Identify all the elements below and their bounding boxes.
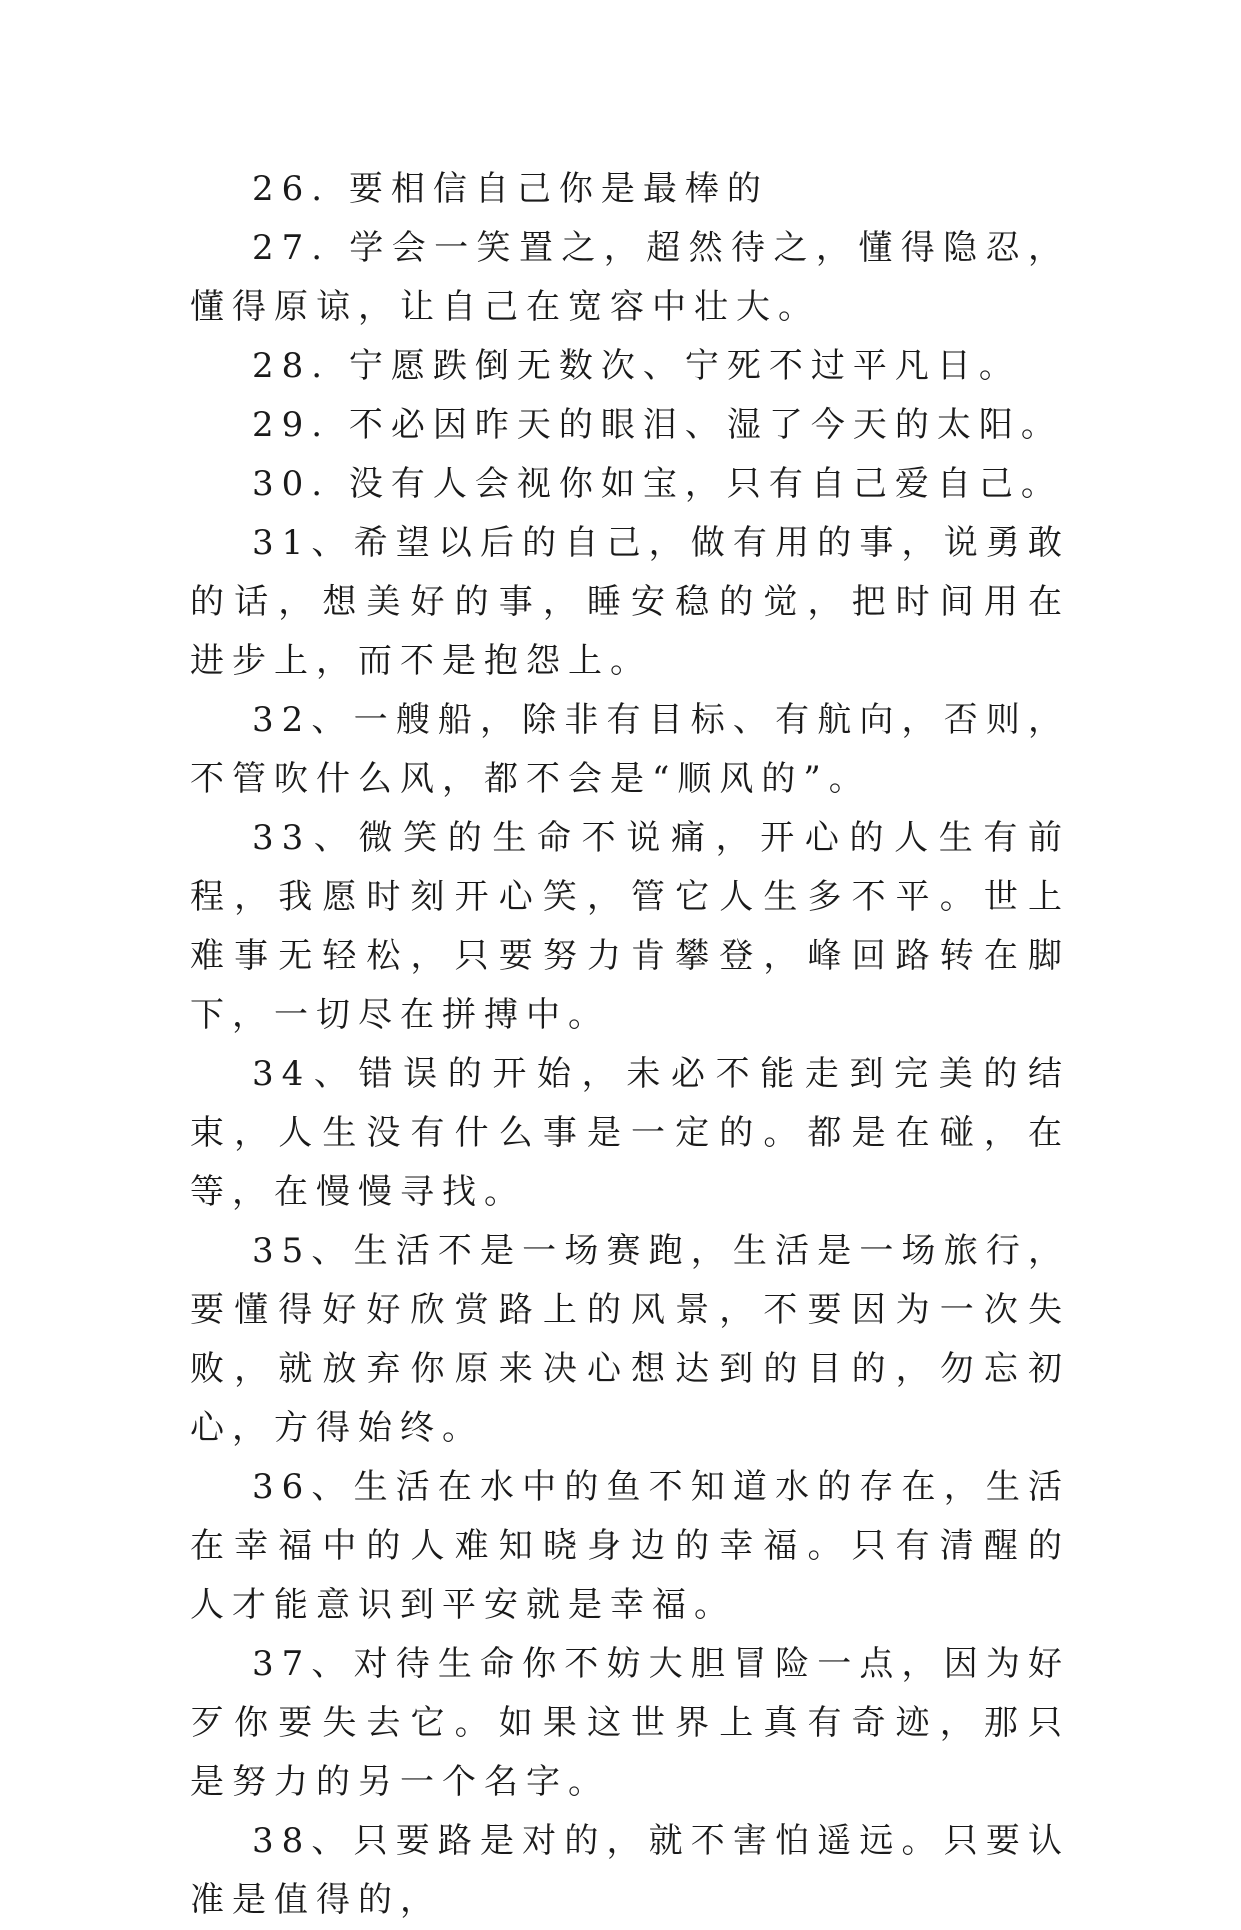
document-body — [190, 160, 1070, 1930]
paragraph-30: 30. 没有人会视你如宝，只有自己爱自己。 — [252, 464, 1063, 504]
paragraph-33: 33、微笑的生命不说痛，开心的人生有前程，我愿时刻开心笑，管它人生多不平。世上难事无轻松，只要努力肯攀登，峰回路转在脚下，一切尽在拼搏中。 — [190, 818, 1070, 1035]
paragraph-36: 36、生活在水中的鱼不知道水的存在，生活在幸福中的人难知晓身边的幸福。只有清醒的人才能意识到平安就是幸福。 — [190, 1467, 1070, 1625]
paragraph-34: 34、错误的开始，未必不能走到完美的结束，人生没有什么事是一定的。都是在碰，在等，在慢慢寻找。 — [190, 1054, 1070, 1212]
paragraph-32: 32、一艘船，除非有目标、有航向，否则，不管吹什么风，都不会是“顺风的”。 — [190, 700, 1070, 799]
paragraph-38: 38、只要路是对的，就不害怕遥远。只要认准是值得的， — [190, 1821, 1070, 1920]
paragraph-35: 35、生活不是一场赛跑，生活是一场旅行，要懂得好好欣赏路上的风景，不要因为一次失败，就放弃你原来决心想达到的目的，勿忘初心，方得始终。 — [190, 1231, 1070, 1448]
paragraph-28: 28. 宁愿跌倒无数次、宁死不过平凡日。 — [252, 346, 1021, 386]
paragraph-26: 26. 要相信自己你是最棒的 — [252, 169, 769, 209]
paragraph-27: 27. 学会一笑置之，超然待之，懂得隐忍，懂得原谅，让自己在宽容中壮大。 — [190, 228, 1070, 327]
paragraph-37: 37、对待生命你不妨大胆冒险一点，因为好歹你要失去它。如果这世界上真有奇迹，那只是努力的另一个名字。 — [190, 1644, 1070, 1802]
paragraph-31: 31、希望以后的自己，做有用的事，说勇敢的话，想美好的事，睡安稳的觉，把时间用在进步上，而不是抱怨上。 — [190, 523, 1070, 681]
paragraph-29: 29. 不必因昨天的眼泪、湿了今天的太阳。 — [252, 405, 1063, 445]
